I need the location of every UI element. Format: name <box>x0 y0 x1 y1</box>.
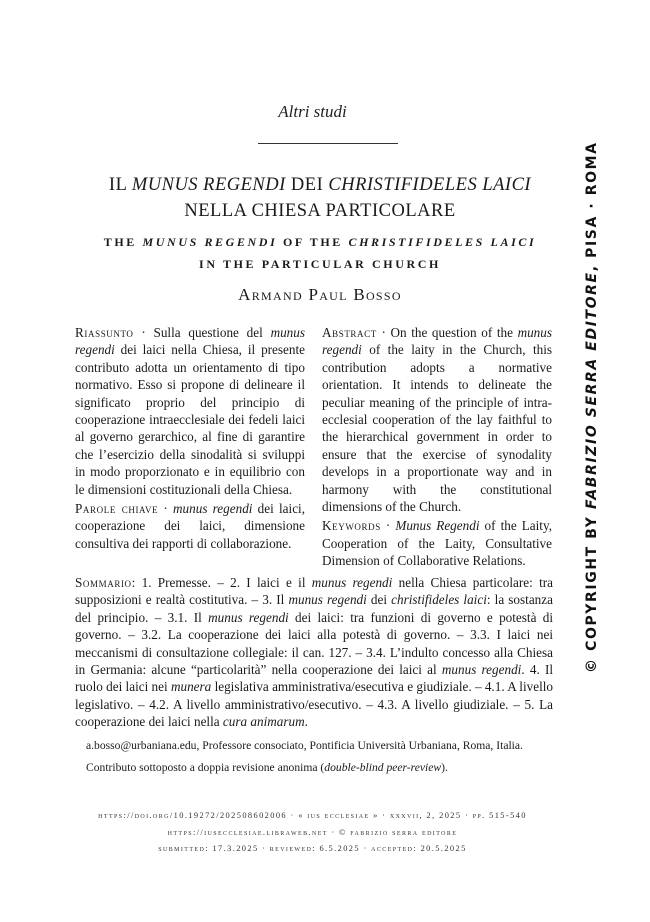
table-of-contents-summary: Sommario: 1. Premesse. – 2. I laici e il munus regendi nella Chiesa particolare: tra supposizioni e realtà costitutiva. – 3. Il munus regendi dei christifideles laici: la sostanza del principio. – 3.1. Il munus regendi dei laici: tra funzioni di governo e potestà di governo. – 3.2. La cooperazione dei laici alla potestà di governo. – 3.3. I laici nei meccanismi di consultazione collegiale: il can. 127. – 3.4. L’indulto concesso alla Chiesa in Germania: alcune “particolarità” nella cooperazione dei laici al munus regendi. 4. Il ruolo dei laici nei munera legislativa amministrativa/esecutiva e giudiziale. – 4.1. A livello legislativo. – 4.2. A livello amministrativo/esecutivo. – 4.3. A livello giudiziale. – 5. La cooperazione dei laici nella cura animarum. <box>75 575 554 730</box>
italian-abstract-column <box>75 324 305 552</box>
publication-footer <box>0 808 625 858</box>
article-title-english <box>40 231 600 275</box>
title-it-line-1: IL MUNUS REGENDI DEI CHRISTIFIDELES LAICI <box>108 175 532 195</box>
article-title-italian <box>40 172 600 224</box>
keywords-paragraph: Keywords · Munus Regendi of the Laity, Cooperation of the Laity, Consultative Dimension of Collaborative Relations. <box>322 518 552 569</box>
author-name: Armand Paul Bosso <box>238 285 402 304</box>
title-rule <box>258 143 398 144</box>
copyright-sidebar: © COPYRIGHT BY FABRIZIO SERRA EDITORE, PISA · ROMA <box>584 141 600 673</box>
doi-line: https://doi.org/10.19272/202508602006 · « ius ecclesiae » · xxxvii, 2, 2025 · pp. 515-540 <box>98 811 527 820</box>
website-line: https://iusecclesiae.libraweb.net · © fabrizio serra editore <box>167 827 458 837</box>
title-en-line-1: THE MUNUS REGENDI OF THE CHRISTIFIDELES LAICI <box>103 235 537 249</box>
title-it-line-2: NELLA CHIESA PARTICOLARE <box>184 201 456 221</box>
author-affiliation: a.bosso@urbaniana.edu, Professore consociato, Pontificia Università Urbaniana, Roma, Italia. <box>86 739 523 752</box>
author-footnote <box>86 738 553 775</box>
english-abstract-column <box>322 324 552 570</box>
abstract-paragraph: Abstract · On the question of the munus regendi of the laity in the Church, this contribution adopts a normative orientation. It intends to delineate the peculiar meaning of the principle of intra-ecclesial cooperation of the lay faithful to the hierarchical government in order to ensure that the exercise of synodality develops in a proportionate way and in harmony with the constitutional dimensions of the Church. <box>322 325 552 515</box>
section-label: Altri studi <box>278 102 347 121</box>
title-en-line-2: IN THE PARTICULAR CHURCH <box>199 257 441 271</box>
parole-chiave-paragraph: Parole chiave · munus regendi dei laici, cooperazione dei laici, dimensione consultiva dei rapporti di collaborazione. <box>75 501 306 551</box>
peer-review-note: Contributo sottoposto a doppia revisione anonima (double-blind peer-review). <box>86 760 448 774</box>
riassunto-paragraph: Riassunto · Sulla questione del munus regendi dei laici nella Chiesa, il presente contributo adotta un orientamento di tipo normativo. Esso si propone di delineare il significato proprio del principio di cooperazione intraecclesiale dei fedeli laici al governo gerarchico, al fine di garantire che l’esercizio della sinodalità si sviluppi in modo proporzionato e in equilibrio con le dimensioni costituzionali della Chiesa. <box>75 325 305 497</box>
dates-line: submitted: 17.3.2025 · reviewed: 6.5.2025 · accepted: 20.5.2025 <box>158 844 467 853</box>
